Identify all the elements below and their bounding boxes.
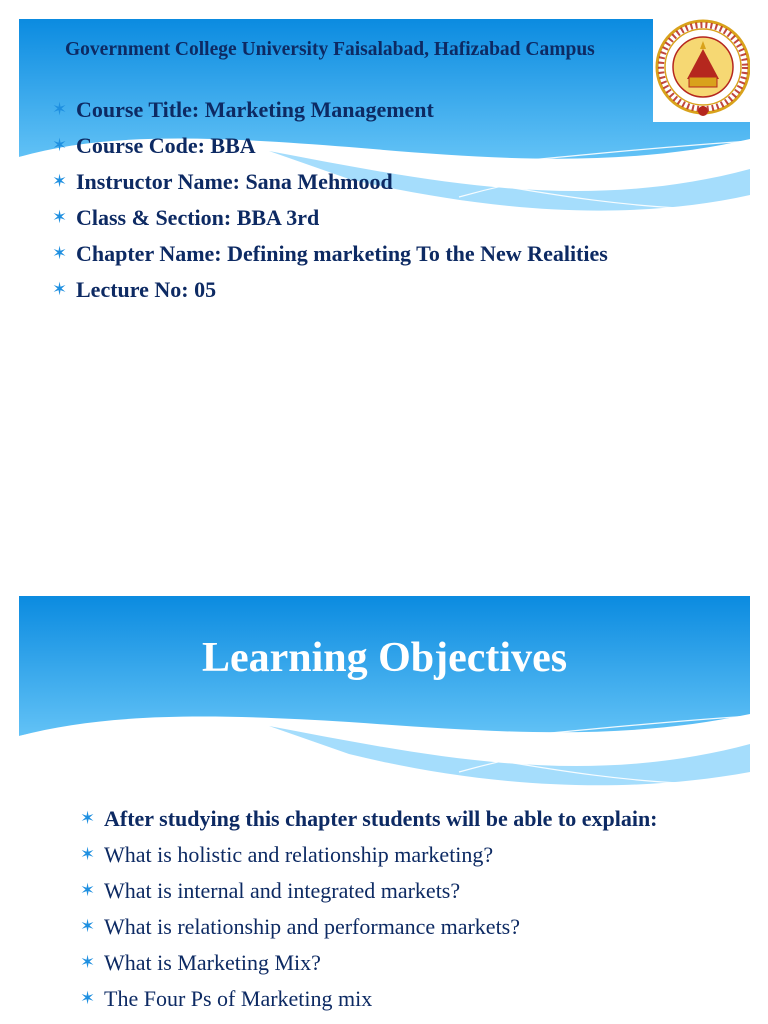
title-slide [19,19,750,559]
asterisk-bullet-icon: ✶ [52,99,68,120]
list-item: ✶ Chapter Name: Defining marketing To the New Realities [52,241,608,266]
asterisk-bullet-icon: ✶ [80,880,96,901]
asterisk-bullet-icon: ✶ [52,243,68,264]
asterisk-bullet-icon: ✶ [52,135,68,156]
list-item: ✶ What is internal and integrated markets? [80,878,461,903]
list-item: ✶ Lecture No: 05 [52,277,217,302]
asterisk-bullet-icon: ✶ [80,916,96,937]
asterisk-bullet-icon: ✶ [80,952,96,973]
asterisk-bullet-icon: ✶ [52,279,68,300]
list-item: ✶ Course Code: BBA [52,133,256,158]
list-item: ✶ Instructor Name: Sana Mehmood [52,169,393,194]
campus-heading: Government College University Faisalabad, Hafizabad Campus [65,39,595,60]
list-item: ✶ Class & Section: BBA 3rd [52,205,320,230]
slide-title: Learning Objectives [201,635,568,681]
asterisk-bullet-icon: ✶ [80,844,96,865]
asterisk-bullet-icon: ✶ [80,808,96,829]
list-item: ✶ What is Marketing Mix? [80,950,321,975]
list-item: ✶ The Four Ps of Marketing mix [80,986,373,1011]
course-info-list [52,97,608,313]
list-item: ✶ After studying this chapter students will be able to explain: [80,806,658,831]
asterisk-bullet-icon: ✶ [80,988,96,1009]
list-item: ✶ Course Title: Marketing Management [52,97,434,122]
objectives-list [80,806,680,1022]
learning-objectives-slide [19,596,750,1024]
asterisk-bullet-icon: ✶ [52,207,68,228]
wave-header [19,596,750,796]
asterisk-bullet-icon: ✶ [52,171,68,192]
list-item: ✶ What is holistic and relationship marketing? [80,842,494,867]
university-seal-icon [653,19,750,122]
list-item: ✶ What is relationship and performance markets? [80,914,521,939]
